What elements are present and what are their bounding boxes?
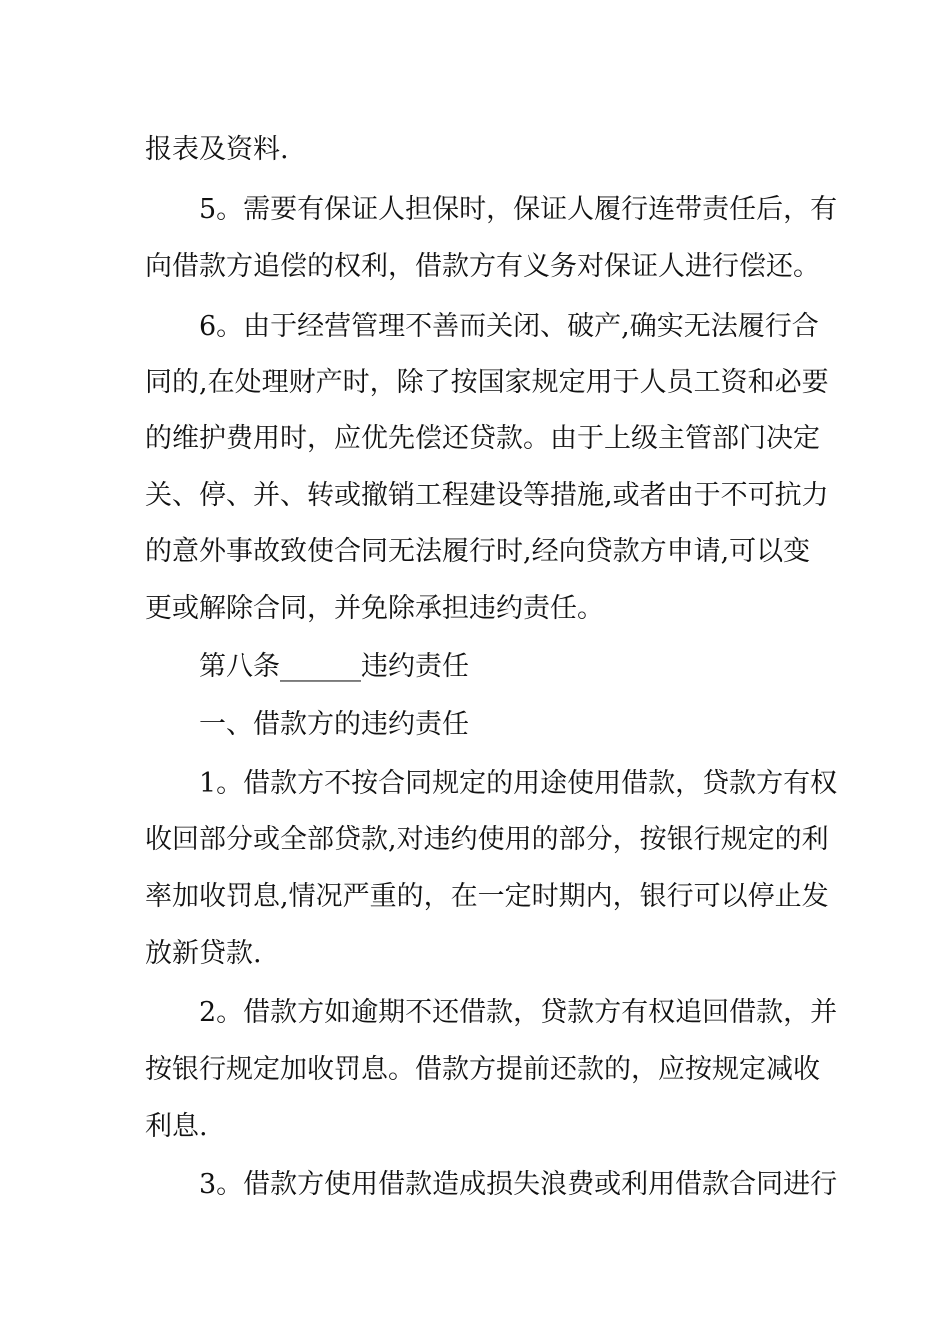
text-line: 的意外事故致使合同无法履行时,经向贷款方申请,可以变	[145, 536, 811, 567]
paragraph-start-line: 1。借款方不按合同规定的用途使用借款，贷款方有权	[199, 768, 838, 799]
text-line: 利息.	[145, 1111, 208, 1142]
subsection-heading: 一、借款方的违约责任	[199, 709, 469, 740]
text-line: 关、停、并、转或撤销工程建设等措施,或者由于不可抗力	[145, 480, 829, 511]
text-line: 率加收罚息,情况严重的，在一定时期内，银行可以停止发	[145, 881, 829, 912]
text-line: 同的,在处理财产时，除了按国家规定用于人员工资和必要	[145, 367, 829, 398]
paragraph-start-line: 3。借款方使用借款造成损失浪费或利用借款合同进行	[199, 1169, 838, 1200]
paragraph-start-line: 5。需要有保证人担保时，保证人履行连带责任后，有	[199, 194, 838, 225]
paragraph-start-line: 6。由于经营管理不善而关闭、破产,确实无法履行合	[199, 311, 819, 342]
text-line: 放新贷款.	[145, 938, 262, 969]
text-line: 收回部分或全部贷款,对违约使用的部分，按银行规定的利	[145, 824, 829, 855]
paragraph-start-line: 2。借款方如逾期不还借款，贷款方有权追回借款，并	[199, 997, 838, 1028]
text-line: 向借款方追偿的权利，借款方有义务对保证人进行偿还。	[145, 251, 820, 282]
text-line: 报表及资料.	[145, 134, 289, 165]
text-line: 的维护费用时，应优先偿还贷款。由于上级主管部门决定	[145, 423, 820, 454]
text-line: 更或解除合同，并免除承担违约责任。	[145, 593, 604, 624]
section-heading: 第八条______违约责任	[199, 651, 469, 682]
text-line: 按银行规定加收罚息。借款方提前还款的，应按规定减收	[145, 1054, 820, 1085]
